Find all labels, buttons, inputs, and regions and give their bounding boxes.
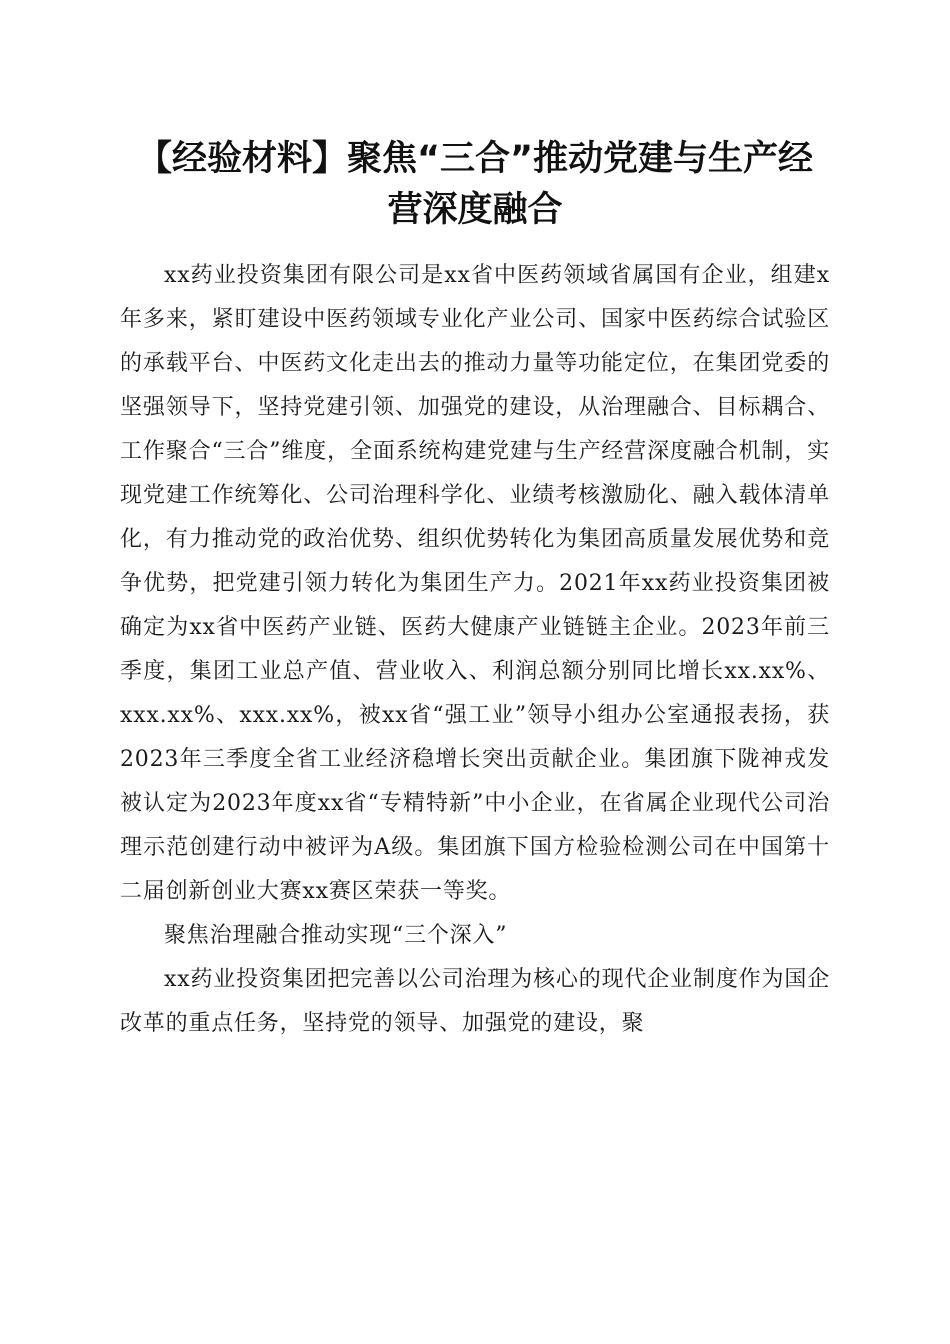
intro-paragraph: xx药业投资集团有限公司是xx省中医药领域省属国有企业，组建x年多来，紧盯建设中医药领域专业化产业公司、国家中医药综合试验区的承载平台、中医药文化走出去的推动力量等功能定位，在集团党委的坚强领导下，坚持党建引领、加强党的建设，从治理融合、目标耦合、工作聚合“三合”维度，全面系统构建党建与生产经营深度融合机制，实现党建工作统筹化、公司治理科学化、业绩考核激励化、融入载体清单化，有力推动党的政治优势、组织优势转化为集团高质量发展优势和竞争优势，把党建引领力转化为集团生产力。2021年xx药业投资集团被确定为xx省中医药产业链、医药大健康产业链链主企业。2023年前三季度，集团工业总产值、营业收入、利润总额分别同比增长xx.xx%、xxx.xx%、xxx.xx%，被xx省“强工业”领导小组办公室通报表扬，获2023年三季度全省工业经济稳增长突出贡献企业。集团旗下陇神戎发被认定为2023年度xx省“专精特新”中小企业，在省属企业现代公司治理示范创建行动中被评为A级。集团旗下国方检验检测公司在中国第十二届创新创业大赛xx赛区荣获一等奖。	[120, 263, 830, 904]
section-paragraph: xx药业投资集团把完善以公司治理为核心的现代企业制度作为国企改革的重点任务，坚持党的领导、加强党的建设，聚	[120, 967, 830, 1036]
document-body	[120, 254, 830, 1046]
title-line-1: 【经验材料】聚焦“三合”推动党建与生产经	[136, 139, 813, 179]
section-heading: 聚焦治理融合推动实现“三个深入”	[164, 923, 508, 948]
document-title	[110, 134, 840, 236]
title-line-2: 营深度融合	[387, 190, 563, 230]
